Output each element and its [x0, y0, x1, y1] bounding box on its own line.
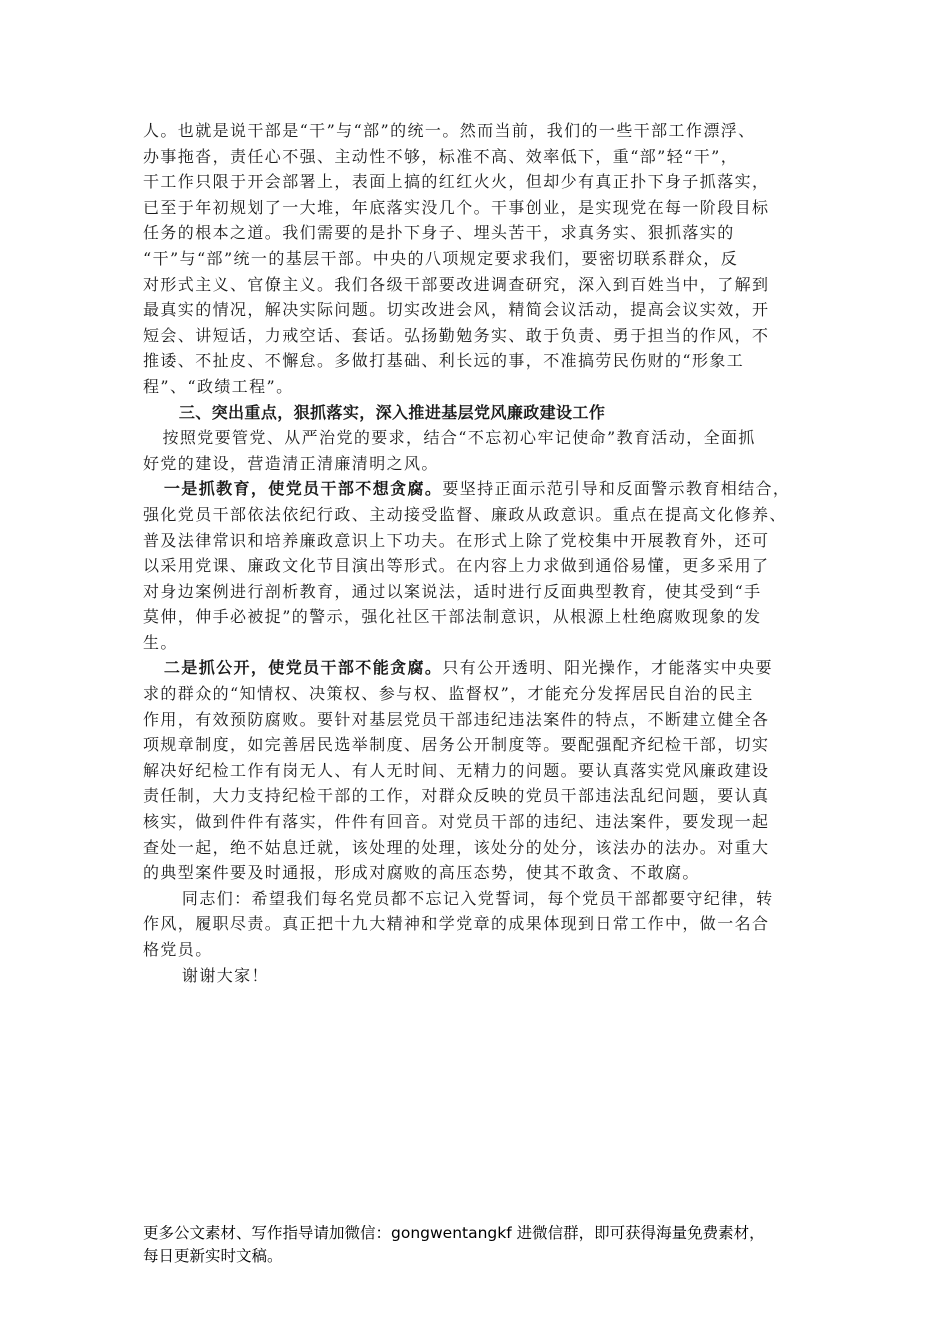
paragraph-line: 推诿、不扯皮、不懈怠。多做打基础、利长远的事，不准搞劳民伤财的“形象工: [143, 351, 745, 371]
paragraph-line: 对身边案例进行剖析教育，通过以案说法，适时进行反面典型教育，使其受到“手: [143, 581, 762, 601]
paragraph-line: 求的群众的“知情权、决策权、参与权、监督权”，才能充分发挥居民自治的民主: [143, 684, 754, 704]
paragraph-line: 生。: [143, 632, 178, 652]
paragraph-line: 已至于年初规划了一大堆，年底落实没几个。干事创业，是实现党在每一阶段目标: [143, 197, 770, 217]
paragraph-line: 程”、“政绩工程”。: [143, 376, 294, 396]
paragraph-line: 查处一起，绝不姑息迁就，该处理的处理，该处分的处分，该法办的法办。对重大: [143, 837, 770, 857]
paragraph-line: 任务的根本之道。我们需要的是扑下身子、埋头苦干，求真务实、狠抓落实的: [143, 223, 735, 243]
section-heading: 三、突出重点，狠抓落实，深入推进基层党风廉政建设工作: [143, 402, 606, 422]
line-text: 只有公开透明、阳光操作，才能落实中央要: [442, 658, 773, 678]
paragraph-line: 以采用党课、廉政文化节目演出等形式。在内容上力求做到通俗易懂，更多采用了: [143, 556, 770, 576]
paragraph-line: [143, 655, 813, 681]
document-body: [143, 118, 813, 988]
paragraph-line: 同志们：希望我们每名党员都不忘记入党誓词，每个党员干部都要守纪律，转: [143, 888, 774, 908]
paragraph-line: 人。也就是说干部是“干”与“部”的统一。然而当前，我们的一些干部工作漂浮、: [143, 121, 756, 140]
paragraph-line: 责任制，大力支持纪检干部的工作，对群众反映的党员干部违法乱纪问题，要认真: [143, 786, 770, 806]
bold-lead-phrase: 一是抓教育，使党员干部不想贪腐。: [143, 479, 443, 499]
paragraph-line: 好党的建设，营造清正清廉清明之风。: [143, 453, 439, 473]
paragraph-line: 作风，履职尽责。真正把十九大精神和学党章的成果体现到日常工作中，做一名合: [143, 914, 770, 934]
footer-line-1: 更多公文素材、写作指导请加微信：gongwentangkf 进微信群，即可获得海量免费素材，: [143, 1224, 765, 1242]
bold-lead-phrase: 二是抓公开，使党员干部不能贪腐。: [143, 658, 443, 678]
paragraph-line: 短会、讲短话，力戒空话、套话。弘扬勤勉务实、敢于负责、勇于担当的作风，不: [143, 325, 770, 345]
paragraph-line: 作用，有效预防腐败。要针对基层党员干部违纪违法案件的特点，不断建立健全各: [143, 709, 770, 729]
paragraph-line: 办事拖沓，责任心不强、主动性不够，标准不高、效率低下，重“部”轻“干”，: [143, 146, 739, 166]
paragraph-line: 按照党要管党、从严治党的要求，结合“不忘初心牢记使命”教育活动，全面抓: [143, 428, 756, 448]
paragraph-line: 最真实的情况，解决实际问题。切实改进会风，精简会议活动，提高会议实效，开: [143, 300, 770, 320]
paragraph-line: 的典型案件要及时通报，形成对腐败的高压态势，使其不敢贪、不敢腐。: [143, 863, 700, 883]
paragraph-line: 普及法律常识和培养廉政意识上下功夫。在形式上除了党校集中开展教育外，还可: [143, 530, 770, 550]
paragraph-line: 格党员。: [143, 940, 213, 959]
paragraph-line: 强化党员干部依法依纪行政、主动接受监督、廉政从政意识。重点在提高文化修养、: [143, 504, 787, 524]
paragraph-line: 干工作只限于开会部署上，表面上搞的红红火火，但却少有真正扑下身子抓落实，: [143, 172, 770, 192]
paragraph-line: 解决好纪检工作有岗无人、有人无时间、无精力的问题。要认真落实党风廉政建设: [143, 760, 770, 780]
paragraph-line: [143, 476, 813, 502]
line-text: 要坚持正面示范引导和反面警示教育相结合，: [442, 479, 791, 499]
paragraph-line: 对形式主义、官僚主义。我们各级干部要改进调查研究，深入到百姓当中，了解到: [143, 274, 770, 294]
footer-note: [143, 1222, 833, 1268]
footer-line-2: 每日更新实时文稿。: [143, 1247, 283, 1265]
paragraph-line: 谢谢大家！: [143, 965, 269, 985]
paragraph-line: “干”与“部”统一的基层干部。中央的八项规定要求我们，要密切联系群众，反: [143, 248, 739, 268]
paragraph-line: 核实，做到件件有落实，件件有回音。对党员干部的违纪、违法案件，要发现一起: [143, 812, 770, 832]
paragraph-line: 莫伸，伸手必被捉”的警示，强化社区干部法制意识，从根源上杜绝腐败现象的发: [143, 607, 762, 627]
paragraph-line: 项规章制度，如完善居民选举制度、居务公开制度等。要配强配齐纪检干部，切实: [143, 735, 770, 755]
